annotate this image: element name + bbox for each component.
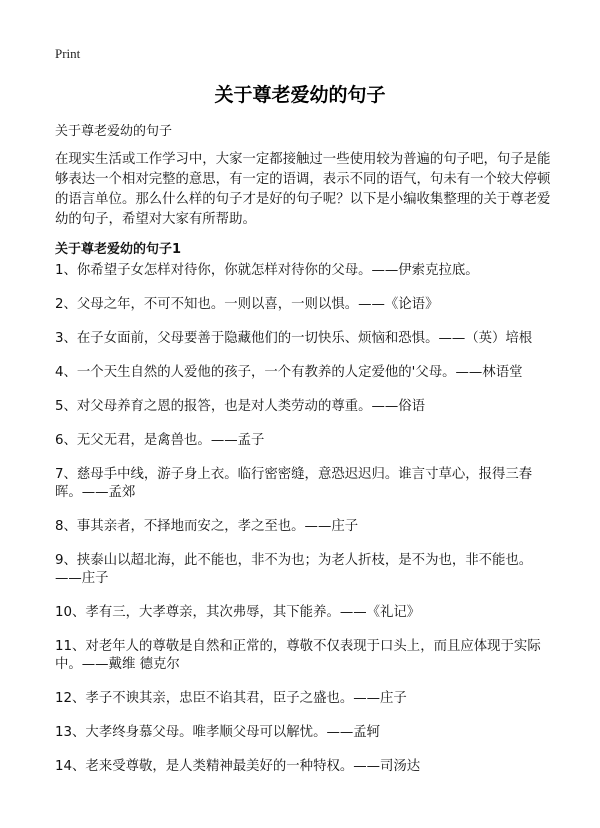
section-heading: 关于尊老爱幼的句子1	[55, 242, 182, 257]
quote-item: 10、孝有三，大孝尊亲，其次弗辱，其下能养。——《礼记》	[55, 605, 421, 620]
quote-item: 14、老来受尊敬，是人类精神最美好的一种特权。——司汤达	[55, 759, 421, 774]
print-label[interactable]: Print	[55, 46, 81, 61]
quote-item: 2、父母之年，不可不知也。一则以喜，一则以惧。——《论语》	[55, 297, 439, 312]
quote-item: 13、大孝终身慕父母。唯孝顺父母可以解忧。——孟轲	[55, 725, 381, 740]
quote-item: 4、一个天生自然的人爱他的孩子，一个有教养的人定爱他的'父母。——林语堂	[55, 365, 523, 380]
quote-item: 11、对老年人的尊敬是自然和正常的，尊敬不仅表现于口头上，而且应体现于实际中。——戴维 德克尔	[55, 639, 541, 672]
quote-list	[55, 262, 552, 792]
subtitle: 关于尊老爱幼的句子	[55, 124, 173, 139]
quote-item: 8、事其亲者，不择地而安之，孝之至也。——庄子	[55, 519, 359, 534]
quote-item: 3、在子女面前，父母要善于隐藏他们的一切快乐、烦恼和恐惧。——（英）培根	[55, 331, 533, 346]
quote-item: 12、孝子不谀其亲，忠臣不谄其君，臣子之盛也。——庄子	[55, 691, 407, 706]
quote-item: 1、你希望子女怎样对待你，你就怎样对待你的父母。——伊索克拉底。	[55, 263, 479, 278]
intro-paragraph: 在现实生活或工作学习中，大家一定都接触过一些使用较为普遍的句子吧，句子是能够表达一个相对完整的意思，有一定的语调，表示不同的语气，句未有一个较大停顿的语言单位。那么什么样的句子才是好的句子呢？以下是小编收集整理的关于尊老爱幼的句子，希望对大家有所帮助。	[55, 152, 551, 227]
quote-item: 9、挟泰山以超北海，此不能也，非不为也；为老人折枝，是不为也，非不能也。——庄子	[55, 553, 533, 586]
quote-item: 6、无父无君，是禽兽也。——孟子	[55, 433, 265, 448]
quote-item: 5、对父母养育之恩的报答，也是对人类劳动的尊重。——俗语	[55, 399, 426, 414]
page-title: 关于尊老爱幼的句子	[214, 84, 386, 106]
quote-item: 7、慈母手中线，游子身上衣。临行密密缝，意恐迟迟归。谁言寸草心，报得三春晖。——孟郊	[55, 467, 533, 500]
